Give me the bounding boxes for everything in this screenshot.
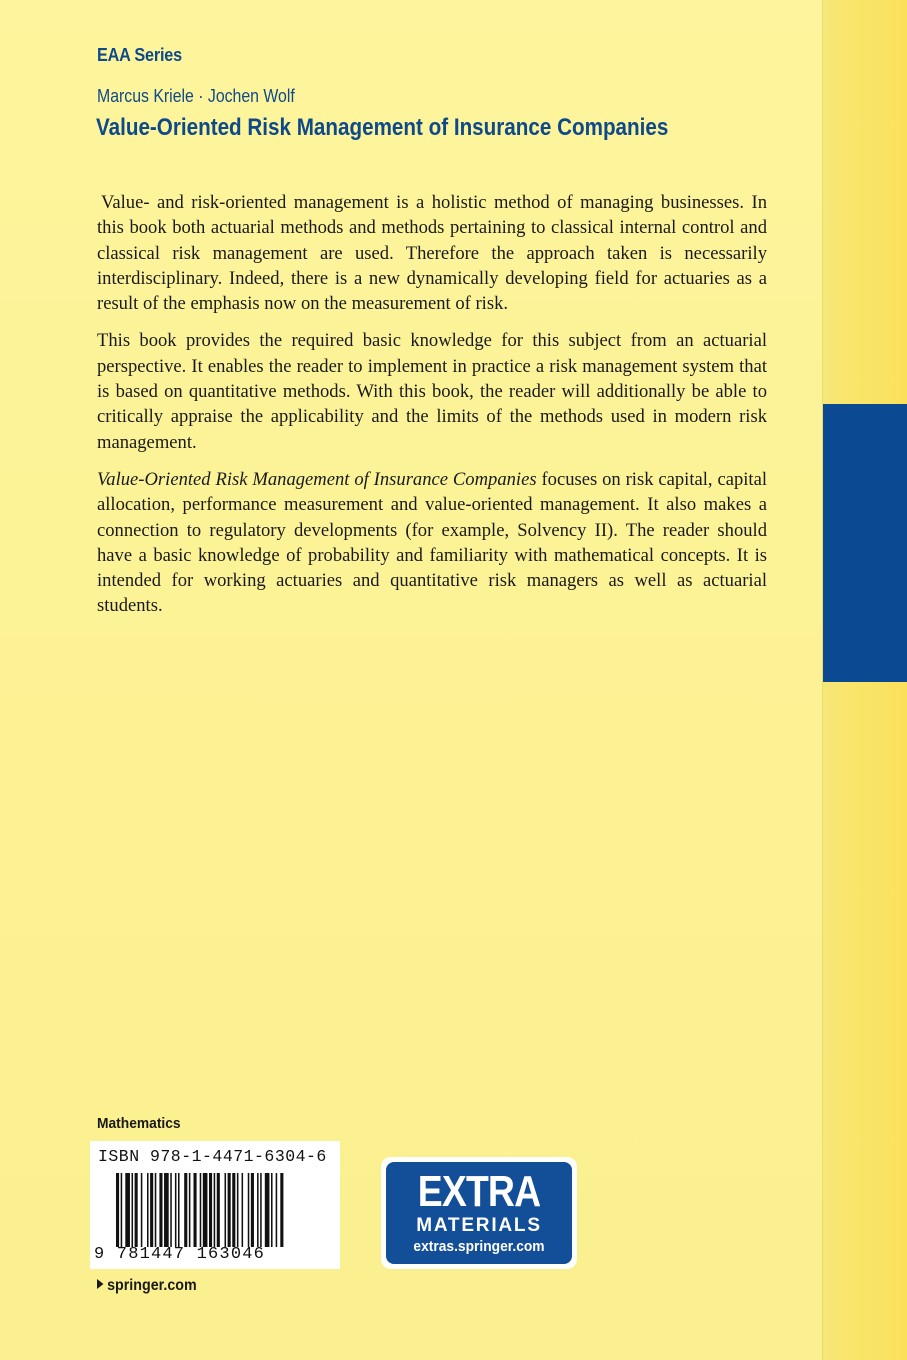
materials-label: MATERIALS bbox=[416, 1215, 542, 1236]
extra-materials-badge[interactable] bbox=[381, 1157, 577, 1269]
blurb-paragraph-3-text: focuses on risk capital, capital allocation, performance measurement and value-oriented management. It also makes a connection to regulatory developments (for example, Solvency II). The reader should have a basic knowledge of probability and familiarity with mathematical concepts. It is intended for working actuaries and quantitative risk managers as well as actuarial students. bbox=[97, 468, 768, 617]
isbn-barcode-box bbox=[90, 1141, 340, 1269]
extra-materials-badge-inner bbox=[386, 1162, 572, 1264]
blurb bbox=[97, 190, 767, 631]
isbn-number: ISBN 978-1-4471-6304-6 bbox=[98, 1147, 327, 1166]
subject-category: Mathematics bbox=[97, 1115, 181, 1132]
springer-link[interactable] bbox=[97, 1277, 197, 1295]
blurb-paragraph-2: This book provides the required basic knowledge for this subject from an actuarial perspective. It enables the reader to implement in practice a risk management system that is based on quantitative methods. With this book, the reader will additionally be able to critically appraise the applicability and the limits of the methods used in modern risk management. bbox=[97, 330, 767, 453]
blurb-paragraph-1: Value- and risk-oriented management is a holistic method of managing businesses. In this book both actuarial methods and methods pertaining to classical internal control and classical risk management are used. Therefore the approach taken is necessarily interdisciplinary. Indeed, there is a new dynamically developing field for actuaries as a result of the emphasis now on the measurement of risk. bbox=[97, 192, 767, 315]
authors: Marcus Kriele · Jochen Wolf bbox=[97, 86, 295, 106]
barcode-digits: 9 781447 163046 bbox=[94, 1245, 266, 1264]
extra-label: EXTRA bbox=[417, 1167, 541, 1216]
extras-url: extras.springer.com bbox=[413, 1238, 545, 1255]
blurb-paragraph-3 bbox=[97, 467, 767, 619]
spine-color-band bbox=[823, 404, 907, 682]
arrow-right-icon bbox=[97, 1279, 103, 1289]
blurb-title-reference: Value-Oriented Risk Management of Insurance Companies bbox=[97, 468, 537, 490]
book-title: Value-Oriented Risk Management of Insurance Companies bbox=[96, 114, 669, 141]
barcode-icon bbox=[116, 1173, 334, 1247]
series-name: EAA Series bbox=[97, 45, 182, 65]
springer-url: springer.com bbox=[107, 1277, 197, 1294]
